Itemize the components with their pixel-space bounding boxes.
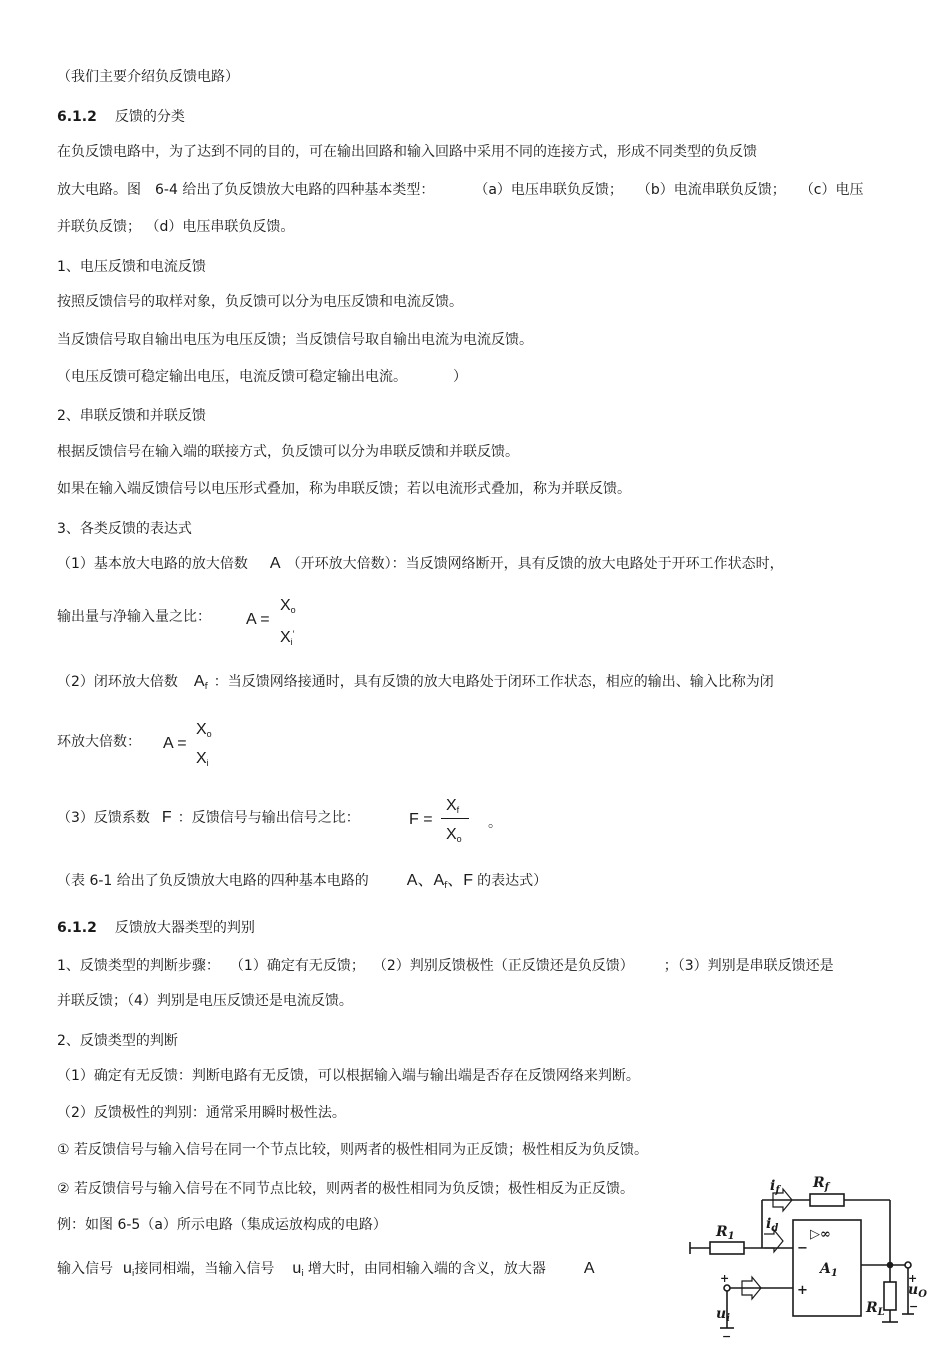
formula-x: X	[446, 826, 457, 843]
paragraph-line	[57, 1260, 595, 1283]
paragraph-text: （3）反馈系数	[57, 810, 150, 826]
paragraph-line	[57, 293, 463, 311]
paragraph-text: 并联负反馈； （d）电压串联负反馈。	[57, 219, 295, 235]
section-heading	[57, 108, 185, 126]
symbol-list: A、A	[406, 872, 445, 889]
section-number: 6.1.2	[57, 920, 97, 936]
rf-label: $R_f$	[813, 1175, 829, 1193]
paragraph-line	[57, 1180, 634, 1198]
period	[488, 814, 502, 832]
paragraph-text: 输入信号	[57, 1261, 113, 1277]
plus-sign: +	[797, 1283, 808, 1298]
paragraph-text: 输出量与净输入量之比：	[57, 609, 211, 625]
formula-lhs: A =	[163, 735, 187, 752]
paragraph-text: ① 若反馈信号与输入信号在同一个节点比较，则两者的极性相同为正反馈；极性相反为负反馈。	[57, 1142, 648, 1158]
formula-numerator	[446, 797, 459, 819]
ui-minus: −	[722, 1330, 732, 1343]
paragraph-text: ；（3）判别是串联反馈还是	[663, 958, 834, 974]
formula-x: X	[196, 721, 207, 738]
formula-denominator	[196, 750, 209, 772]
paragraph-line	[57, 181, 864, 199]
subheading	[57, 520, 192, 538]
example-text: 例：如图 6-5（a）所示电路（集成运放构成的电路）	[57, 1217, 387, 1233]
formula-lhs: F =	[409, 811, 433, 828]
rl-resistor	[884, 1282, 896, 1310]
paragraph-line	[57, 1141, 648, 1159]
paragraph-text: 当反馈信号取自输出电压为电压反馈；当反馈信号取自输出电流为电流反馈。	[57, 332, 533, 348]
paragraph-text: ）	[453, 369, 467, 385]
paragraph-line	[57, 443, 519, 461]
subheading-text: 1、电压反馈和电流反馈	[57, 259, 206, 275]
paragraph-line	[57, 1067, 640, 1085]
paragraph-line	[57, 1104, 346, 1122]
paragraph-text: （2）反馈极性的判别：通常采用瞬时极性法。	[57, 1105, 346, 1121]
fraction-bar	[276, 619, 302, 620]
paragraph-text: （c）电压	[799, 182, 864, 198]
formula-sub: o	[456, 834, 462, 844]
paragraph-text: 并联反馈；（4）判别是电压反馈还是电流反馈。	[57, 993, 353, 1009]
paragraph-line	[57, 809, 360, 827]
symbol-sub: i	[301, 1269, 304, 1279]
paragraph-line	[57, 1216, 387, 1234]
subheading	[57, 258, 206, 276]
uo-plus: +	[908, 1272, 918, 1285]
formula-x: X	[280, 597, 291, 614]
subheading	[57, 1032, 178, 1050]
amp-label: $A_1$	[820, 1261, 838, 1279]
formula-sub: f	[456, 805, 460, 815]
paragraph-text: 在负反馈电路中，为了达到不同的目的，可在输出回路和输入回路中采用不同的连接方式，形成不同类型的负反馈	[57, 144, 757, 160]
formula-lhs: A =	[246, 611, 270, 628]
uo-minus: −	[909, 1300, 919, 1313]
formula-numerator	[280, 597, 296, 619]
paragraph-text: （2）判别反馈极性（正反馈还是负反馈）	[372, 958, 634, 974]
paragraph-text: （开环放大倍数）：当反馈网络断开，具有反馈的放大电路处于开环工作状态时，	[286, 556, 784, 572]
paragraph-text: 如果在输入端反馈信号以电压形式叠加，称为串联反馈；若以电流形式叠加，称为并联反馈。	[57, 481, 631, 497]
symbol-af: A	[193, 673, 205, 690]
paragraph-text: （a）电压串联负反馈；	[474, 182, 623, 198]
subheading-text: 2、串联反馈和并联反馈	[57, 408, 206, 424]
subheading	[57, 407, 206, 425]
paragraph-text: 增大时，由同相输入端的含义，放大器	[307, 1261, 546, 1277]
paragraph-text: ：当反馈网络接通时，具有反馈的放大电路处于闭环工作状态，相应的输出、输入比称为闭	[213, 674, 774, 690]
paragraph-line	[57, 143, 757, 161]
formula-prime: ′	[292, 629, 295, 639]
subheading-text: 2、反馈类型的判断	[57, 1033, 178, 1049]
rl-label: $R_L$	[866, 1300, 885, 1318]
if-label: $i_f$	[770, 1178, 780, 1196]
paragraph-line	[57, 872, 547, 895]
uo-terminal	[905, 1262, 911, 1268]
formula-sub: i	[206, 758, 209, 768]
r1-label: $R_1$	[716, 1224, 735, 1242]
note-text: （我们主要介绍负反馈电路）	[57, 69, 239, 85]
symbol-sub: f	[444, 881, 448, 891]
symbol-sub: f	[204, 682, 208, 692]
minus-sign: −	[797, 1241, 808, 1256]
period-text: 。	[488, 815, 502, 831]
paragraph-line	[57, 368, 467, 386]
paragraph-text: ：反馈信号与输出信号之比：	[177, 810, 360, 826]
paragraph-line	[57, 957, 834, 975]
paragraph-text: 放大电路。图	[57, 182, 141, 198]
paragraph-text: 1、反馈类型的判断步骤：	[57, 958, 220, 974]
fraction-bar	[441, 818, 469, 819]
formula-x: X	[280, 629, 291, 646]
paragraph-line	[57, 673, 774, 696]
formula-sub: o	[206, 729, 212, 739]
paragraph-text: （1）确定有无反馈：判断电路有无反馈，可以根据输入端与输出端是否存在反馈网络来判断。	[57, 1068, 640, 1084]
paragraph-line	[57, 218, 294, 236]
ui-plus: +	[720, 1272, 730, 1285]
section-heading	[57, 919, 255, 937]
rf-resistor	[810, 1194, 844, 1206]
ui-label: $u_i$	[716, 1306, 730, 1324]
subheading-text: 3、各类反馈的表达式	[57, 521, 192, 537]
paragraph-line	[57, 480, 631, 498]
section-number: 6.1.2	[57, 109, 97, 125]
symbol-list: 、F	[447, 872, 474, 889]
op-amp-circuit-diagram	[680, 1170, 950, 1345]
uo-label: $u_O$	[908, 1282, 927, 1300]
paragraph-text: （2）闭环放大倍数	[57, 674, 178, 690]
paragraph-line	[57, 608, 211, 626]
formula-x: X	[196, 750, 207, 767]
formula-sub: i	[290, 637, 293, 647]
paragraph-text: 接同相端，当输入信号	[134, 1261, 275, 1277]
paragraph-line	[57, 331, 533, 349]
paragraph-text: 6-4 给出了负反馈放大电路的四种基本类型：	[155, 182, 435, 198]
paragraph-text: （表 6-1 给出了负反馈放大电路的四种基本电路的	[57, 873, 369, 889]
paragraph-text: （1）基本放大电路的放大倍数	[57, 556, 248, 572]
formula-denominator	[446, 826, 462, 848]
section-title: 反馈放大器类型的判别	[114, 920, 255, 936]
id-label: $i_d$	[766, 1216, 779, 1234]
paragraph-text: 根据反馈信号在输入端的联接方式，负反馈可以分为串联反馈和并联反馈。	[57, 444, 519, 460]
symbol-sub: i	[131, 1269, 135, 1279]
symbol-a: A	[583, 1260, 595, 1277]
formula-sub: o	[290, 605, 296, 615]
symbol-ui: u	[123, 1260, 132, 1277]
symbol-f: F	[161, 809, 172, 826]
formula-x: X	[446, 797, 457, 814]
paragraph-text: 的表达式）	[477, 873, 548, 889]
symbol-ui: u	[292, 1260, 302, 1277]
section-title: 反馈的分类	[114, 109, 185, 125]
text-line	[57, 68, 239, 86]
formula-denominator	[280, 625, 294, 651]
paragraph-text: （1）确定有无反馈；	[229, 958, 365, 974]
amp-symbol: ▷∞	[810, 1227, 831, 1242]
paragraph-line	[57, 992, 353, 1010]
paragraph-line	[57, 555, 784, 573]
paragraph-text: 环放大倍数：	[57, 734, 141, 750]
paragraph-text: ② 若反馈信号与输入信号在不同节点比较，则两者的极性相同为负反馈；极性相反为正反馈。	[57, 1181, 634, 1197]
ui-terminal	[724, 1285, 730, 1291]
paragraph-text: 按照反馈信号的取样对象，负反馈可以分为电压反馈和电流反馈。	[57, 294, 463, 310]
paragraph-text: （电压反馈可稳定输出电压，电流反馈可稳定输出电流。	[57, 369, 407, 385]
formula-numerator	[196, 721, 212, 743]
symbol-a: A	[269, 555, 281, 572]
paragraph-line	[57, 733, 141, 751]
r1-resistor	[710, 1242, 744, 1254]
paragraph-text: （b）电流串联负反馈；	[636, 182, 786, 198]
